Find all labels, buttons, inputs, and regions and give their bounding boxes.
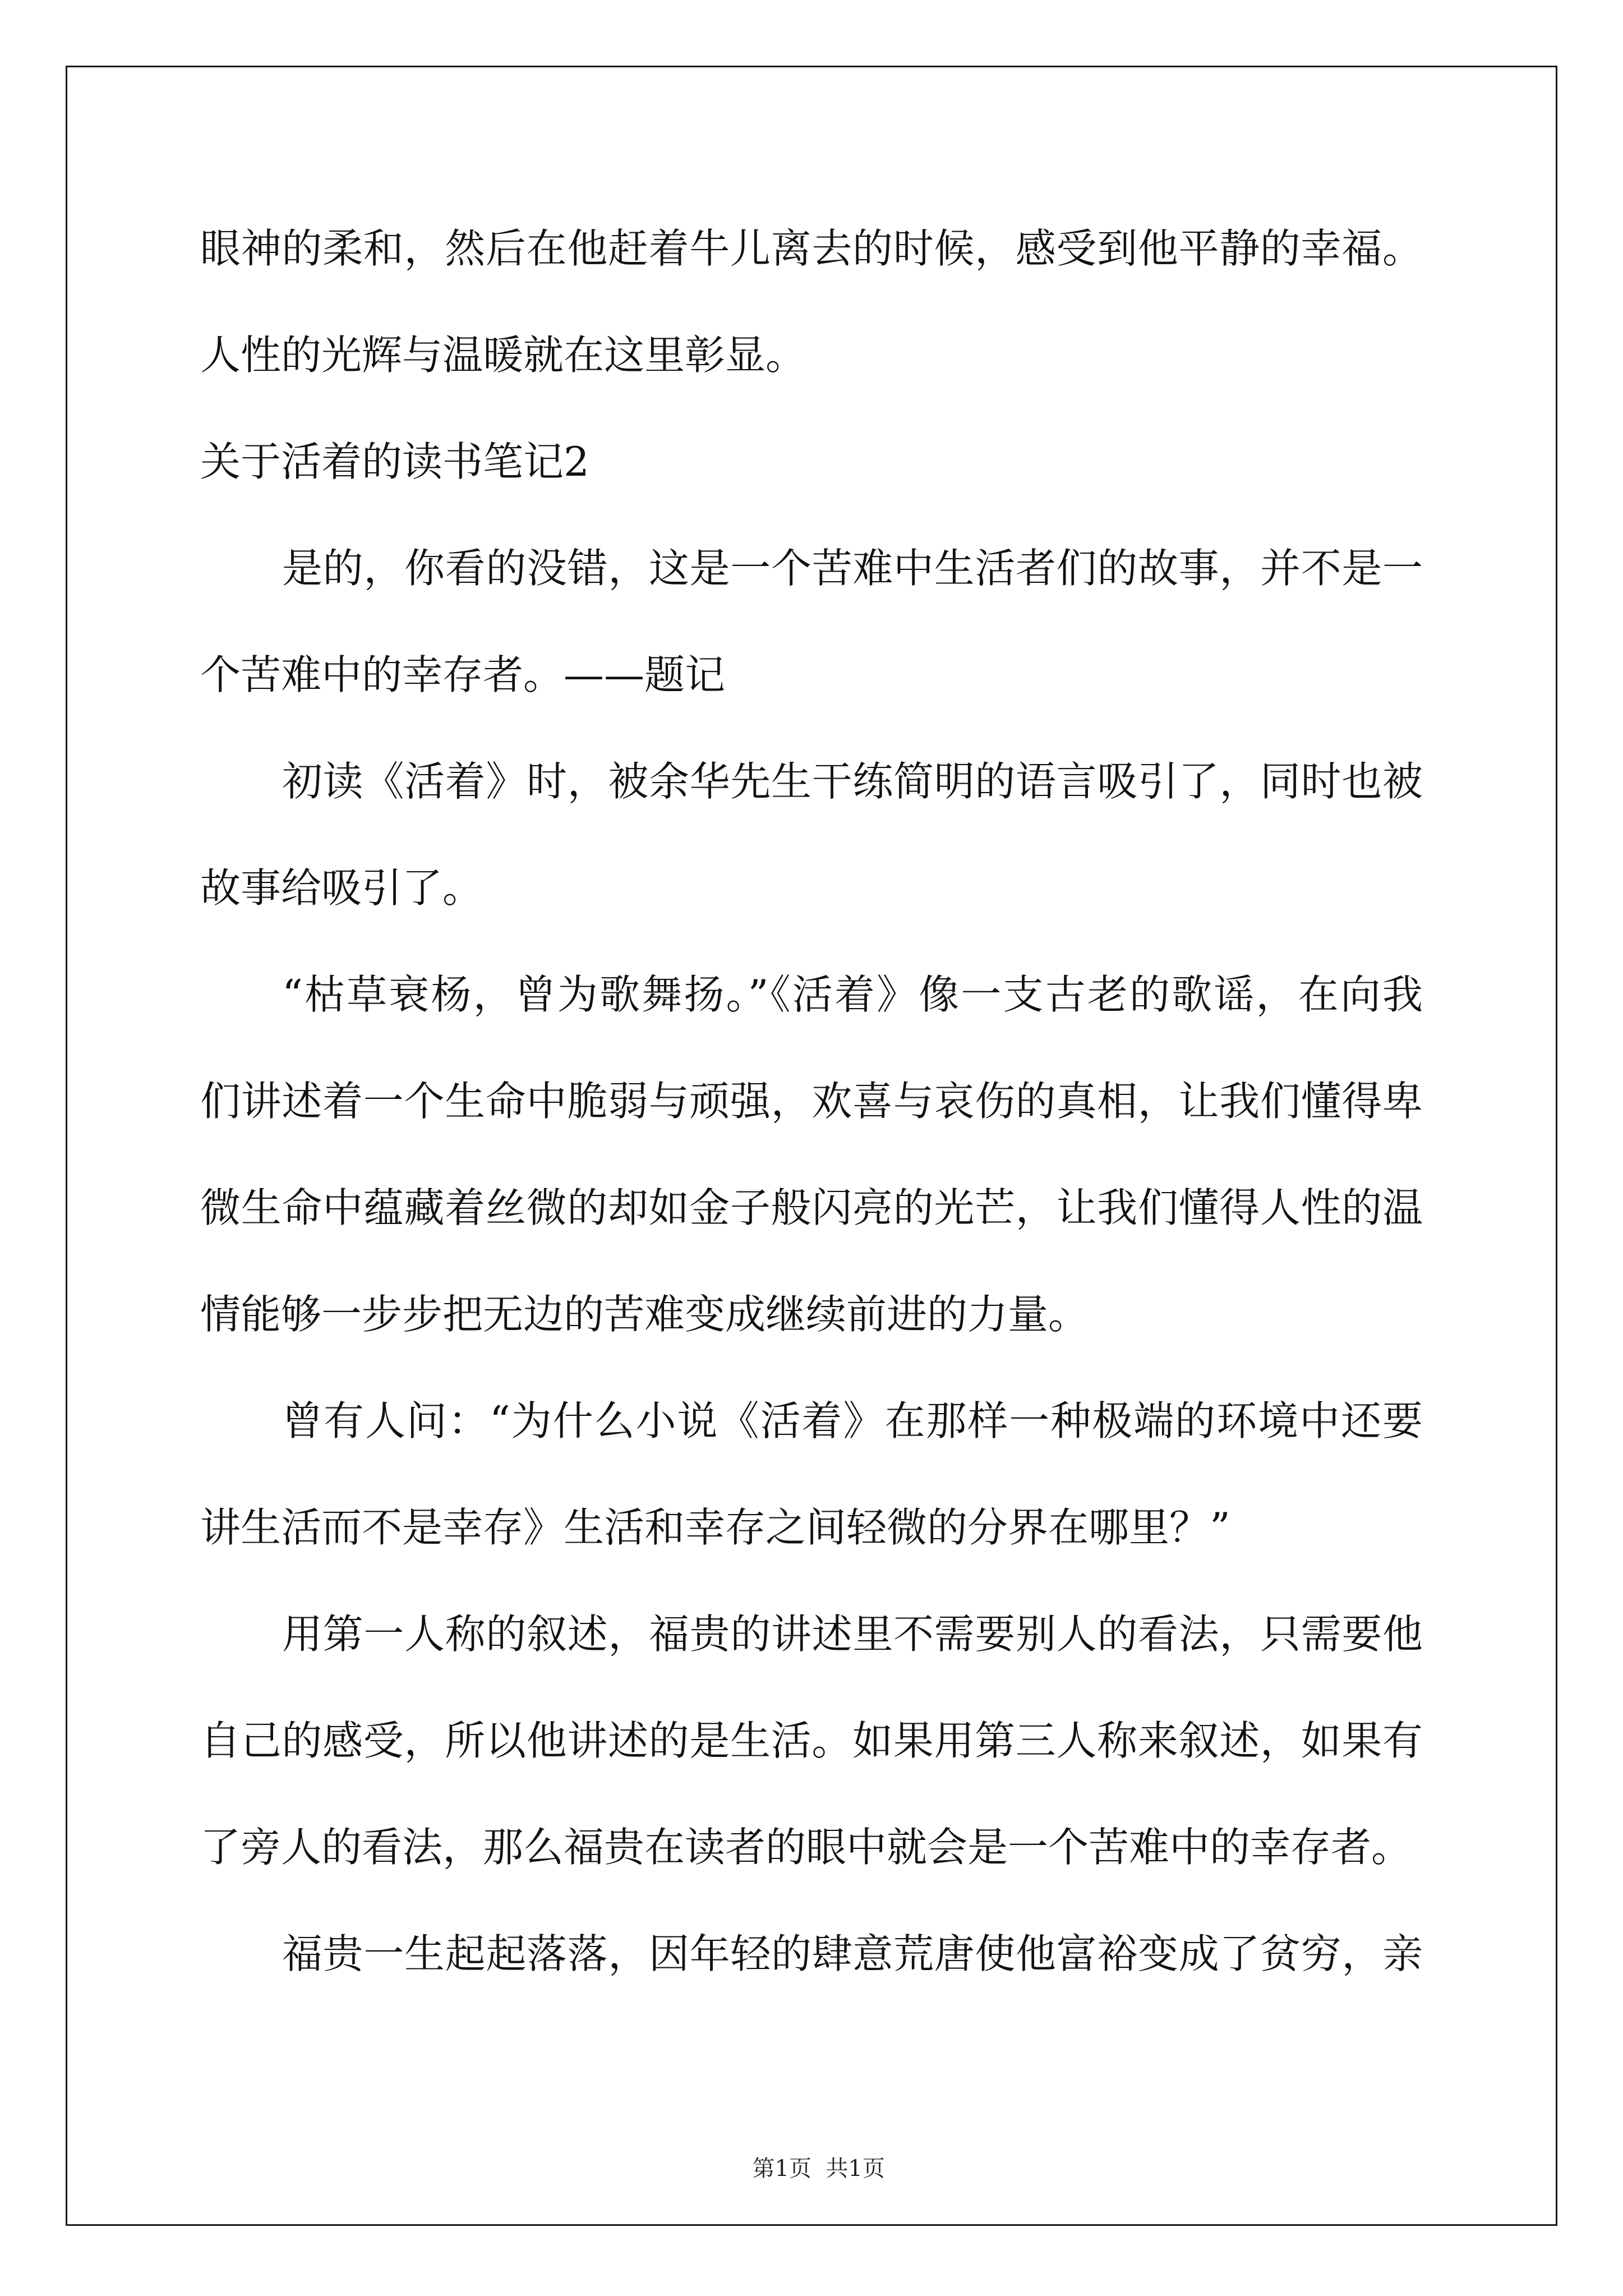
paragraph-line: 初读《活着》时，被余华先生干练简明的语言吸引了，同时也被 bbox=[282, 758, 1423, 805]
paragraph bbox=[200, 1368, 1423, 1581]
paragraph-line: “枯草衰杨，曾为歌舞扬。”《活着》像一支古老的歌谣，在向我 bbox=[282, 971, 1423, 1018]
continued-paragraph bbox=[200, 195, 1423, 408]
paragraph-line: 微生命中蕴藏着丝微的却如金子般闪亮的光芒，让我们懂得人性的温 bbox=[200, 1184, 1423, 1231]
paragraph-line: 个苦难中的幸存者。——题记 bbox=[200, 651, 726, 698]
paragraph-line: 故事给吸引了。 bbox=[200, 864, 483, 912]
paragraph bbox=[200, 515, 1423, 728]
paragraph-line: 福贵一生起起落落，因年轻的肆意荒唐使他富裕变成了贫穷，亲 bbox=[282, 1930, 1423, 1977]
paragraph-line: 们讲述着一个生命中脆弱与顽强，欢喜与哀伤的真相，让我们懂得卑 bbox=[200, 1078, 1423, 1125]
paragraph bbox=[200, 941, 1423, 1368]
paragraph-line: 人性的光辉与温暖就在这里彰显。 bbox=[200, 332, 806, 379]
page-footer bbox=[0, 2125, 1623, 2182]
paragraph bbox=[200, 1581, 1423, 1901]
paragraph-line: 自己的感受，所以他讲述的是生活。如果用第三人称来叙述，如果有 bbox=[200, 1717, 1423, 1764]
section-title: 关于活着的读书笔记2 bbox=[200, 438, 589, 485]
paragraph-line: 情能够一步步把无边的苦难变成继续前进的力量。 bbox=[200, 1291, 1089, 1338]
paragraph-line: 讲生活而不是幸存》生活和幸存之间轻微的分界在哪里？” bbox=[200, 1504, 1230, 1551]
paragraph-line: 曾有人问：“为什么小说《活着》在那样一种极端的环境中还要 bbox=[282, 1397, 1423, 1444]
paragraph bbox=[200, 728, 1423, 941]
paragraph-line: 了旁人的看法，那么福贵在读者的眼中就会是一个苦难中的幸存者。 bbox=[200, 1824, 1412, 1871]
paragraph-line: 是的，你看的没错，这是一个苦难中生活者们的故事，并不是一 bbox=[282, 545, 1423, 592]
paragraph-line: 眼神的柔和，然后在他赶着牛儿离去的时候，感受到他平静的幸福。 bbox=[200, 225, 1423, 272]
document-body bbox=[200, 195, 1423, 2007]
paragraph bbox=[200, 1901, 1423, 2007]
paragraph-line: 用第一人称的叙述，福贵的讲述里不需要别人的看法，只需要他 bbox=[282, 1611, 1423, 1658]
page-number: 第1页 共1页 bbox=[752, 2156, 885, 2182]
